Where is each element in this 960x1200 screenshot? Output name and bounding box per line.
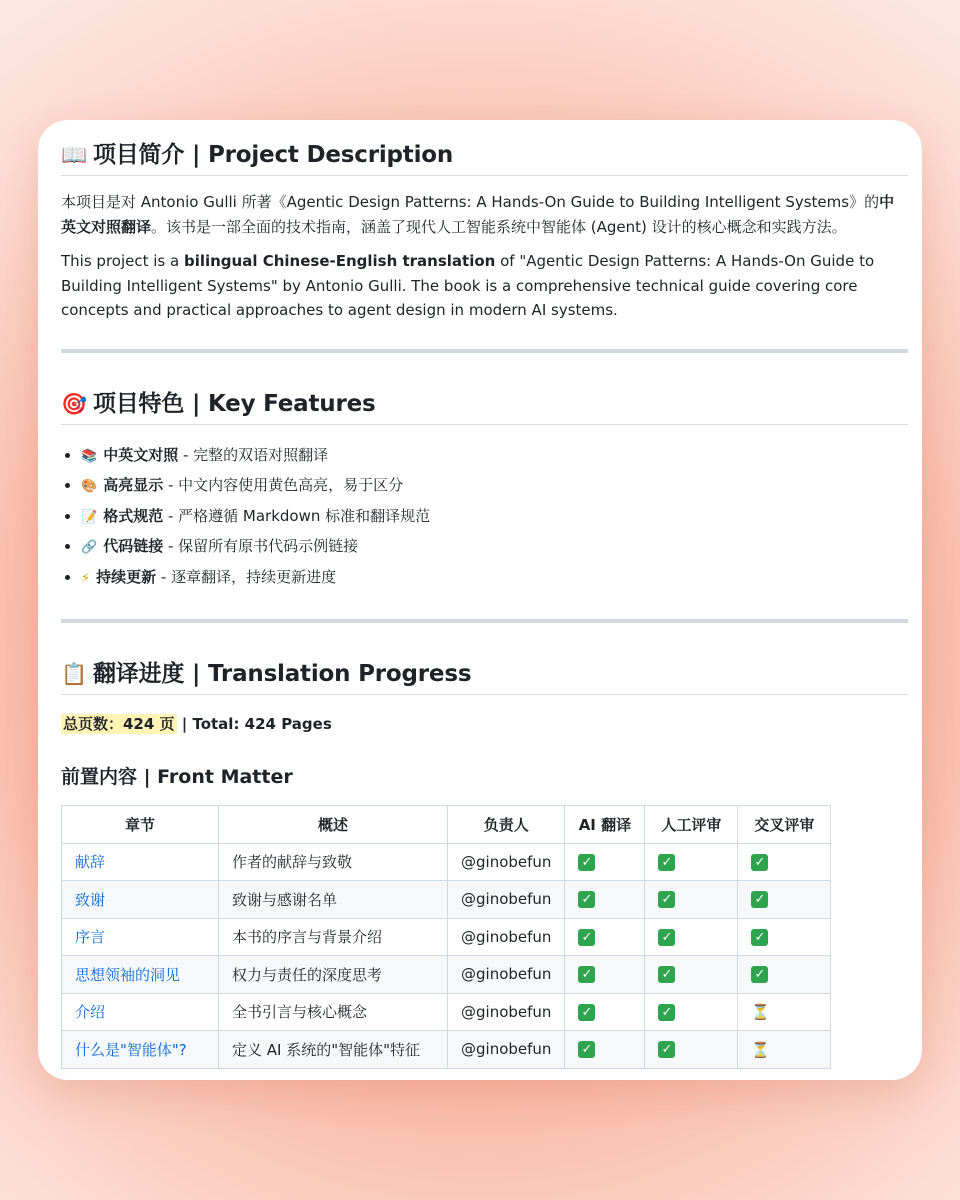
features-title: 项目特色 | Key Features: [92, 390, 376, 417]
summary-cell: 权力与责任的深度思考: [219, 956, 448, 994]
chapter-cell: [62, 993, 219, 1031]
chapter-cell: [62, 1031, 219, 1069]
header-cross: 交叉评审: [738, 806, 831, 844]
chapter-cell: [62, 881, 219, 919]
link-icon: 🔗: [81, 540, 98, 555]
chapter-cell: [62, 918, 219, 956]
header-owner: 负责人: [448, 806, 565, 844]
description-title: 项目简介 | Project Description: [92, 142, 454, 168]
cross-status-cell: [738, 918, 831, 956]
open-book-icon: 📖: [61, 143, 87, 167]
check-icon: ✓: [578, 1041, 595, 1058]
chapter-link[interactable]: 献辞: [75, 853, 106, 872]
check-icon: ✓: [658, 1041, 675, 1058]
chapter-link[interactable]: 介绍: [75, 1003, 106, 1022]
chapter-link[interactable]: 什么是"智能体"?: [75, 1040, 187, 1059]
check-icon: ✓: [658, 929, 675, 946]
total-pages-zh: 总页数：424 页: [63, 715, 175, 733]
lightning-icon: ⚡: [81, 570, 91, 586]
cross-status-cell: [738, 993, 831, 1031]
header-summary: 概述: [219, 806, 448, 844]
total-pages-en: | Total: 424 Pages: [176, 715, 332, 733]
progress-heading: [61, 649, 908, 695]
summary-cell: 本书的序言与背景介绍: [219, 918, 448, 956]
owner-cell: @ginobefun: [448, 1031, 565, 1069]
progress-table: [61, 805, 831, 1069]
feature-item: • 📚 中英文对照 - 完整的双语对照翻译: [81, 441, 908, 472]
check-icon: ✓: [751, 929, 768, 946]
total-pages: [61, 713, 908, 734]
human-status-cell: [645, 1031, 738, 1069]
summary-cell: 作者的献辞与致敬: [219, 843, 448, 881]
human-status-cell: [645, 956, 738, 994]
header-human: 人工评审: [645, 806, 738, 844]
readme-card: [38, 120, 922, 1080]
chapter-cell: [62, 843, 219, 881]
feature-item: • 📝 格式规范 - 严格遵循 Markdown 标准和翻译规范: [81, 502, 908, 533]
summary-cell: 定义 AI 系统的"智能体"特征: [219, 1031, 448, 1069]
front-matter-heading: 前置内容 | Front Matter: [61, 766, 293, 788]
cross-status-cell: [738, 1031, 831, 1069]
check-icon: ✓: [751, 891, 768, 908]
ai-status-cell: [565, 881, 645, 919]
palette-icon: 🎨: [81, 479, 98, 494]
check-icon: ✓: [578, 891, 595, 908]
table-row: [62, 956, 831, 994]
chapter-link[interactable]: 序言: [75, 928, 106, 947]
description-heading: [61, 130, 908, 176]
progress-title: 翻译进度 | Translation Progress: [92, 661, 472, 687]
summary-cell: 全书引言与核心概念: [219, 993, 448, 1031]
owner-cell: @ginobefun: [448, 993, 565, 1031]
features-list: [61, 441, 908, 594]
check-icon: ✓: [578, 929, 595, 946]
memo-icon: 📝: [81, 509, 98, 525]
books-icon: 📚: [81, 448, 98, 464]
hourglass-icon: ⏳: [751, 1040, 771, 1059]
ai-status-cell: [565, 843, 645, 881]
summary-cell: 致谢与感谢名单: [219, 881, 448, 919]
feature-item: • 🔗 代码链接 - 保留所有原书代码示例链接: [81, 532, 908, 563]
owner-cell: @ginobefun: [448, 956, 565, 994]
table-row: [62, 1031, 831, 1069]
owner-cell: @ginobefun: [448, 881, 565, 919]
check-icon: ✓: [658, 854, 675, 871]
header-ai: AI 翻译: [565, 806, 645, 844]
check-icon: ✓: [658, 966, 675, 983]
check-icon: ✓: [578, 966, 595, 983]
table-row: [62, 843, 831, 881]
check-icon: ✓: [751, 854, 768, 871]
clipboard-icon: 📋: [61, 662, 87, 686]
human-status-cell: [645, 881, 738, 919]
chapter-link[interactable]: 致谢: [75, 890, 106, 909]
features-heading: [61, 379, 908, 425]
ai-status-cell: [565, 918, 645, 956]
owner-cell: @ginobefun: [448, 843, 565, 881]
table-header-row: [62, 806, 831, 844]
table-row: [62, 993, 831, 1031]
cross-status-cell: [738, 881, 831, 919]
feature-item: • ⚡ 持续更新 - 逐章翻译，持续更新进度: [81, 563, 908, 594]
table-row: [62, 918, 831, 956]
description-en: This project is a bilingual Chinese-English translation of "Agentic Design Patterns: A Hands-On Guide to Building Intelligent Systems" by Antonio Gulli. The book is a comprehensive technical guide covering core concepts and practical approaches to agent design in modern AI systems.: [61, 252, 875, 319]
target-icon: 🎯: [61, 391, 87, 416]
header-chapter: 章节: [62, 806, 219, 844]
check-icon: ✓: [658, 891, 675, 908]
human-status-cell: [645, 843, 738, 881]
ai-status-cell: [565, 993, 645, 1031]
human-status-cell: [645, 918, 738, 956]
human-status-cell: [645, 993, 738, 1031]
cross-status-cell: [738, 956, 831, 994]
feature-item: • 🎨 高亮显示 - 中文内容使用黄色高亮，易于区分: [81, 471, 908, 502]
ai-status-cell: [565, 1031, 645, 1069]
ai-status-cell: [565, 956, 645, 994]
description-zh: 本项目是对 Antonio Gulli 所著《Agentic Design Patterns: A Hands-On Guide to Building Intelligent Systems》的中英文对照翻译。该书是一部全面的技术指南，涵盖了现代人工智能系统中智能体 (Agent) 设计的核心概念和实践方法。: [61, 193, 895, 236]
owner-cell: @ginobefun: [448, 918, 565, 956]
check-icon: ✓: [578, 1004, 595, 1021]
hourglass-icon: ⏳: [751, 1003, 771, 1021]
section-divider: [61, 619, 908, 623]
check-icon: ✓: [658, 1004, 675, 1021]
cross-status-cell: [738, 843, 831, 881]
chapter-cell: [62, 956, 219, 994]
check-icon: ✓: [578, 854, 595, 871]
table-row: [62, 881, 831, 919]
chapter-link[interactable]: 思想领袖的洞见: [75, 965, 181, 984]
section-divider: [61, 349, 908, 353]
check-icon: ✓: [751, 966, 768, 983]
